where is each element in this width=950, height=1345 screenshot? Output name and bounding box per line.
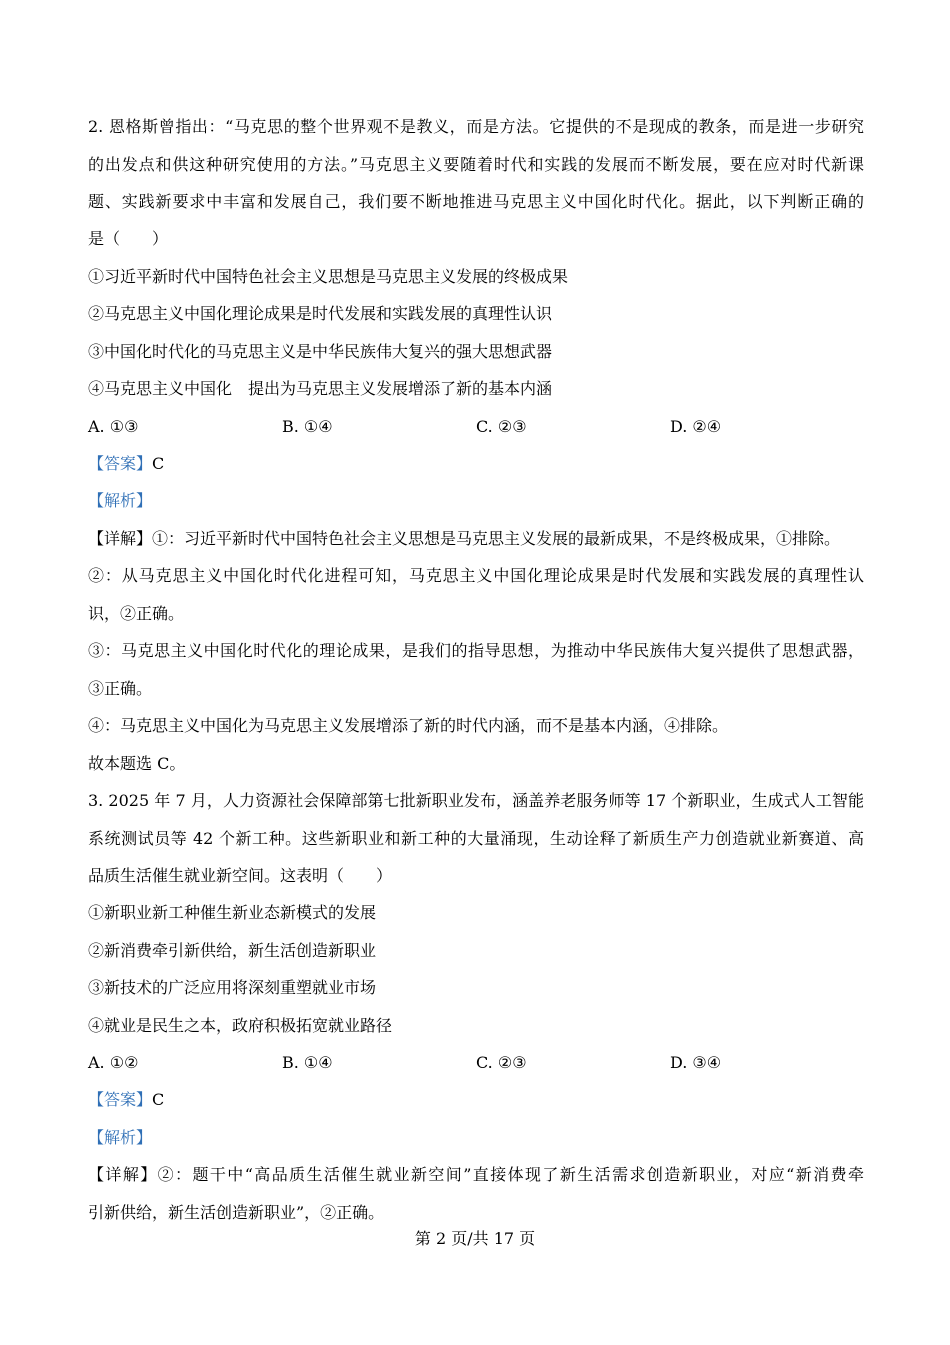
q2-detail-line-2: ②：从马克思主义中国化时代化进程可知，马克思主义中国化理论成果是时代发展和实践发展的真理性认	[88, 566, 864, 585]
q3-answer	[88, 1090, 164, 1110]
q2-detail-line-3: 识，②正确。	[88, 604, 185, 623]
answer-value: C	[152, 1090, 165, 1109]
q2-stem-line-2: 的出发点和供这种研究使用的方法。”马克思主义要随着时代和实践的发展而不断发展，要在应对时代新课	[88, 155, 864, 174]
answer-value: C	[152, 454, 165, 473]
q3-item-4: ④就业是民生之本，政府积极拓宽就业路径	[88, 1016, 393, 1035]
q3-stem-line-2: 系统测试员等 42 个新工种。这些新职业和新工种的大量涌现，生动诠释了新质生产力创造就业新赛道、高	[88, 829, 864, 848]
answer-tag: 【答案】	[88, 454, 153, 473]
q3-analysis-tag: 【解析】	[88, 1128, 153, 1147]
q3-item-3: ③新技术的广泛应用将深刻重塑就业市场	[88, 978, 377, 997]
q2-item-1: ①习近平新时代中国特色社会主义思想是马克思主义发展的终极成果	[88, 267, 569, 286]
detail-tag: 【详解】	[88, 529, 153, 548]
q3-item-1: ①新职业新工种催生新业态新模式的发展	[88, 903, 377, 922]
q3-stem-line-3: 品质生活催生就业新空间。这表明（ ）	[88, 866, 393, 885]
q3-option-d: D. ③④	[670, 1053, 722, 1072]
q3-option-a: A. ①②	[88, 1053, 139, 1072]
q3-detail-line-2: 引新供给，新生活创造新职业”，②正确。	[88, 1203, 385, 1222]
q2-detail-line-5: ③正确。	[88, 679, 153, 698]
q2-conclusion: 故本题选 C。	[88, 754, 186, 773]
q3-option-b: B. ①④	[282, 1053, 333, 1072]
q2-option-d: D. ②④	[670, 417, 722, 436]
q2-answer	[88, 454, 164, 474]
q3-option-c: C. ②③	[476, 1053, 527, 1072]
q2-option-a: A. ①③	[88, 417, 139, 436]
q2-stem-line-4: 是（ ）	[88, 229, 169, 248]
q2-detail-line-4: ③：马克思主义中国化时代化的理论成果，是我们的指导思想，为推动中华民族伟大复兴提供了思想武器，	[88, 641, 864, 660]
q2-item-4: ④马克思主义中国化 提出为马克思主义发展增添了新的基本内涵	[88, 379, 553, 398]
answer-tag: 【答案】	[88, 1090, 153, 1109]
q3-item-2: ②新消费牵引新供给，新生活创造新职业	[88, 941, 377, 960]
page-footer: 第 2 页/共 17 页	[414, 1229, 536, 1248]
q2-item-2: ②马克思主义中国化理论成果是时代发展和实践发展的真理性认识	[88, 304, 553, 323]
q2-option-b: B. ①④	[282, 417, 333, 436]
detail-text: ①：习近平新时代中国特色社会主义思想是马克思主义发展的最新成果，不是终极成果，①排除。	[152, 529, 841, 548]
q2-detail-line-6: ④：马克思主义中国化为马克思主义发展增添了新的时代内涵，而不是基本内涵，④排除。	[88, 716, 729, 735]
q2-stem-line-3: 题、实践新要求中丰富和发展自己，我们要不断地推进马克思主义中国化时代化。据此，以下判断正确的	[88, 192, 864, 211]
q2-item-3: ③中国化时代化的马克思主义是中华民族伟大复兴的强大思想武器	[88, 342, 553, 361]
q3-detail-line-1	[88, 1165, 864, 1185]
q2-option-c: C. ②③	[476, 417, 527, 436]
q2-detail-line-1	[88, 529, 840, 549]
q2-analysis-tag: 【解析】	[88, 491, 153, 510]
detail-text: ②：题干中“高品质生活催生就业新空间”直接体现了新生活需求创造新职业，对应“新消费牵	[157, 1165, 864, 1184]
q2-stem-line-1: 2. 恩格斯曾指出：“马克思的整个世界观不是教义，而是方法。它提供的不是现成的教条，而是进一步研究	[88, 117, 864, 136]
detail-tag: 【详解】	[88, 1165, 158, 1184]
q3-stem-line-1: 3. 2025 年 7 月，人力资源社会保障部第七批新职业发布，涵盖养老服务师等 17 个新职业，生成式人工智能	[88, 791, 864, 810]
